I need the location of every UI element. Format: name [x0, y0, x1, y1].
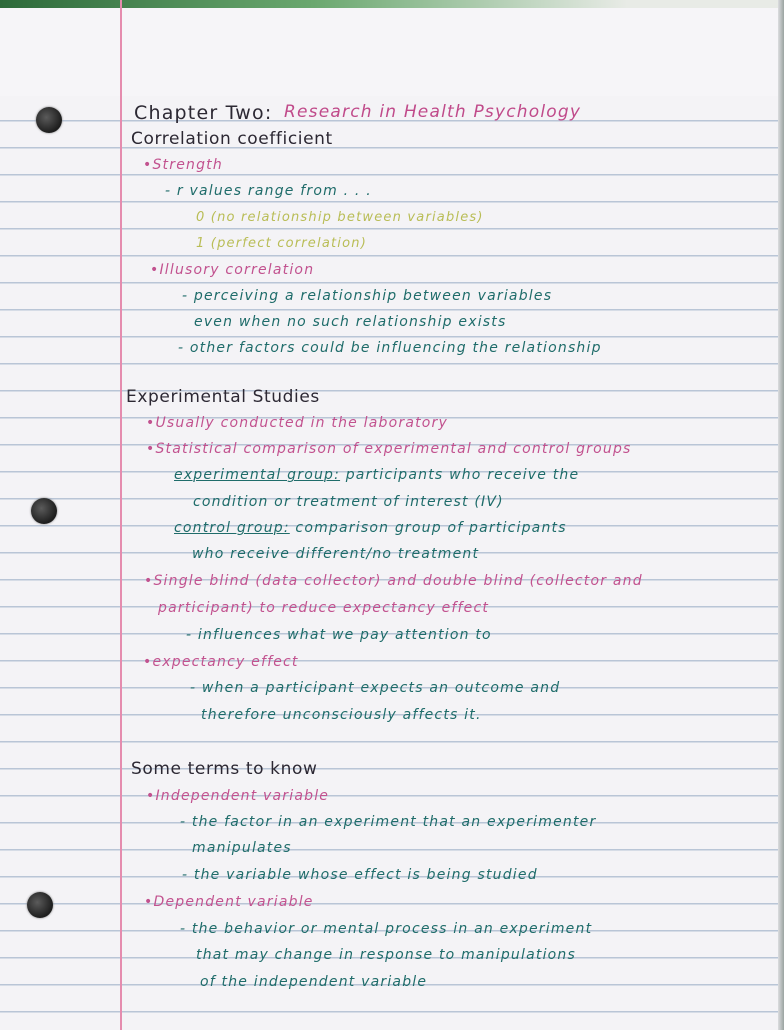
- note-line: therefore unconsciously affects it.: [201, 707, 482, 723]
- section-heading-experimental: Experimental Studies: [126, 387, 320, 407]
- note-line: •Strength: [143, 157, 223, 173]
- note-line: •Independent variable: [146, 788, 330, 804]
- page-top-edge: [0, 0, 784, 8]
- note-term-definition: comparison group of participants: [289, 520, 567, 536]
- section-heading-terms: Some terms to know: [131, 759, 318, 779]
- note-line: who receive different/no treatment: [192, 546, 480, 562]
- note-line: condition or treatment of interest (IV): [193, 494, 504, 510]
- note-term-definition: participants who receive the: [340, 467, 580, 483]
- note-line: - influences what we pay attention to: [186, 627, 492, 643]
- note-line: - other factors could be influencing the relationship: [178, 340, 602, 356]
- note-line: - perceiving a relationship between variables: [182, 288, 553, 304]
- note-line: •Usually conducted in the laboratory: [146, 415, 448, 431]
- note-line: - r values range from . . .: [165, 183, 372, 199]
- note-line: - the behavior or mental process in an experiment: [180, 921, 593, 937]
- note-line: of the independent variable: [200, 974, 428, 990]
- note-line: - the variable whose effect is being studied: [182, 867, 538, 883]
- note-line: •Statistical comparison of experimental and control groups: [146, 441, 632, 457]
- note-line: [174, 468, 579, 482]
- page-right-edge: [778, 0, 784, 1030]
- note-line: 1 (perfect correlation): [196, 236, 367, 251]
- note-line: even when no such relationship exists: [194, 314, 507, 330]
- binder-hole-top: [36, 107, 62, 133]
- binder-hole-middle: [31, 498, 57, 524]
- note-line: •expectancy effect: [143, 654, 299, 670]
- note-line: [174, 521, 567, 535]
- note-line: manipulates: [192, 840, 292, 856]
- note-line: participant) to reduce expectancy effect: [158, 600, 490, 616]
- chapter-title: Chapter Two:: [134, 102, 273, 124]
- note-line: •Single blind (data collector) and double blind (collector and: [144, 573, 643, 589]
- note-line: - when a participant expects an outcome and: [190, 680, 561, 696]
- section-heading-correlation: Correlation coefficient: [131, 129, 333, 149]
- note-line: •Illusory correlation: [150, 262, 315, 278]
- note-line: that may change in response to manipulations: [196, 947, 576, 963]
- note-line: - the factor in an experiment that an experimenter: [180, 814, 597, 830]
- note-line: •Dependent variable: [144, 894, 314, 910]
- chapter-subtitle: Research in Health Psychology: [284, 102, 582, 122]
- note-term: experimental group:: [174, 467, 341, 483]
- page-header-area: [0, 8, 784, 96]
- binder-hole-bottom: [27, 892, 53, 918]
- note-term: control group:: [174, 520, 290, 536]
- note-line: 0 (no relationship between variables): [196, 210, 484, 225]
- margin-line: [120, 0, 122, 1030]
